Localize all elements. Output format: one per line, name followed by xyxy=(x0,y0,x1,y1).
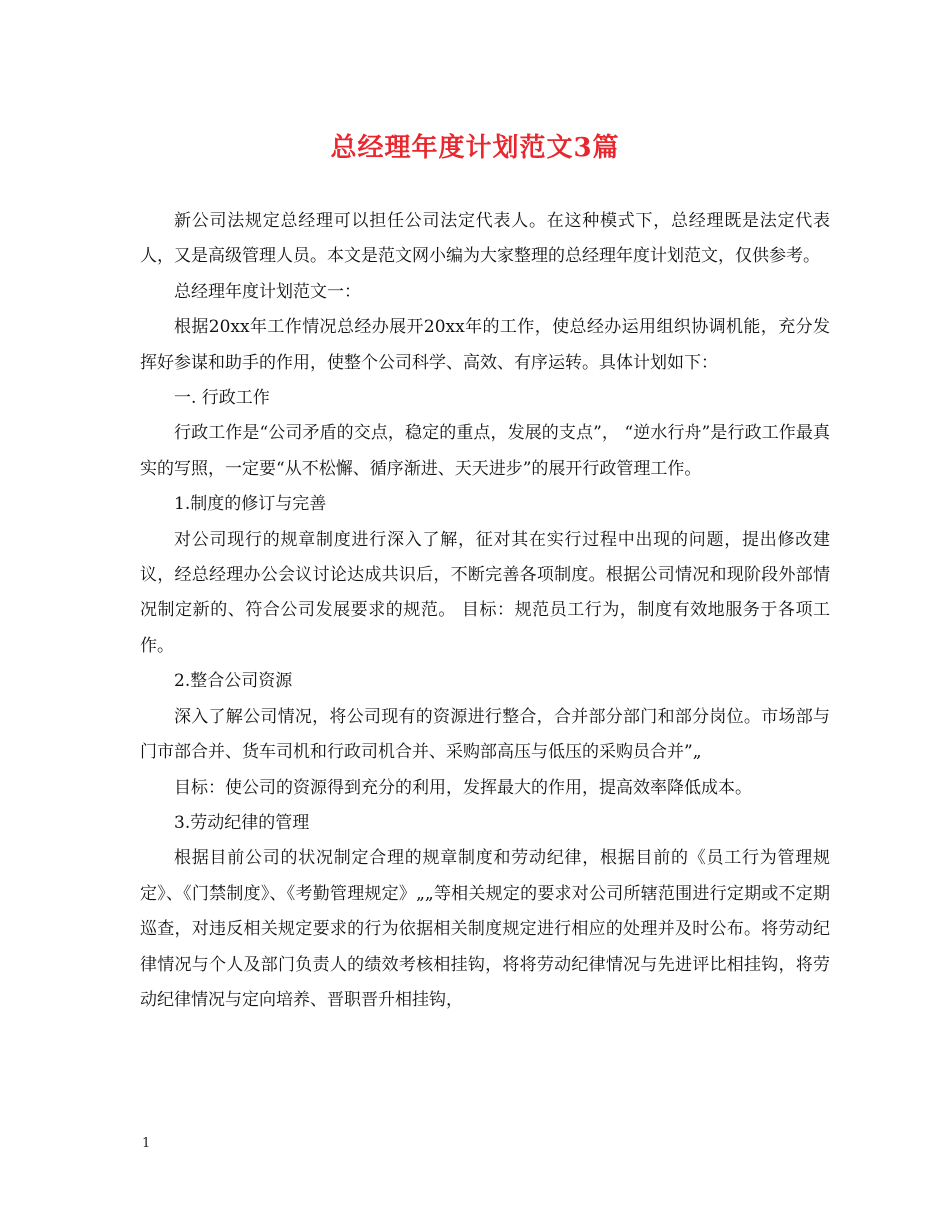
document-body xyxy=(140,204,830,1018)
paragraph-resource-integration: 深入了解公司情况，将公司现有的资源进行整合，合并部分部门和部分岗位。市场部与门市部合并、货车司机和行政司机合并、采购部高压与低压的采购员合并”„ xyxy=(140,706,830,763)
subheading-resource-integration: 2.整合公司资源 xyxy=(174,671,293,692)
page-number: 1 xyxy=(142,1136,151,1151)
paragraph-system-revision: 对公司现行的规章制度进行深入了解，征对其在实行过程中出现的问题，提出修改建议，经总经理办公会议讨论达成共识后，不断完善各项制度。根据公司情况和现阶段外部情况制定新的、符合公司发展要求的规范。 目标：规范员工行为，制度有效地服务于各项工作。 xyxy=(140,529,830,656)
paragraph-administration: 行政工作是“公司矛盾的交点，稳定的重点，发展的支点”， “逆水行舟”是行政工作最真实的写照，一定要“从不松懈、循序渐进、天天进步”的展开行政管理工作。 xyxy=(140,423,830,479)
paragraph-overview: 根据20xx年工作情况总经办展开20xx年的工作，使总经办运用组织协调机能，充分发挥好参谋和助手的作用，使整个公司科学、高效、有序运转。具体计划如下： xyxy=(140,317,830,373)
paragraph-resource-goal: 目标：使公司的资源得到充分的利用，发挥最大的作用，提高效率降低成本。 xyxy=(174,777,752,798)
subheading-labor-discipline: 3.劳动纪律的管理 xyxy=(174,812,310,833)
paragraph-intro: 新公司法规定总经理可以担任公司法定代表人。在这种模式下，总经理既是法定代表人，又是高级管理人员。本文是范文网小编为大家整理的总经理年度计划范文，仅供参考。 xyxy=(140,211,830,267)
section-heading-administration: 一. 行政工作 xyxy=(174,388,270,409)
paragraph-labor-discipline: 根据目前公司的状况制定合理的规章制度和劳动纪律，根据目前的《员工行为管理规定》、《门禁制度》、《考勤管理规定》„„等相关规定的要求对公司所辖范围进行定期或不定期巡查，对违反相关规定要求的行为依据相关制度规定进行相应的处理并及时公布。将劳动纪律情况与个人及部门负责人的绩效考核相挂钩，将将劳动纪律情况与先进评比相挂钩，将劳动纪律情况与定向培养、晋职晋升相挂钩， xyxy=(140,848,830,1010)
document-title: 总经理年度计划范文3篇 xyxy=(330,133,620,163)
paragraph-heading-sample-one: 总经理年度计划范文一： xyxy=(174,281,361,302)
subheading-system-revision: 1.制度的修订与完善 xyxy=(174,494,327,515)
